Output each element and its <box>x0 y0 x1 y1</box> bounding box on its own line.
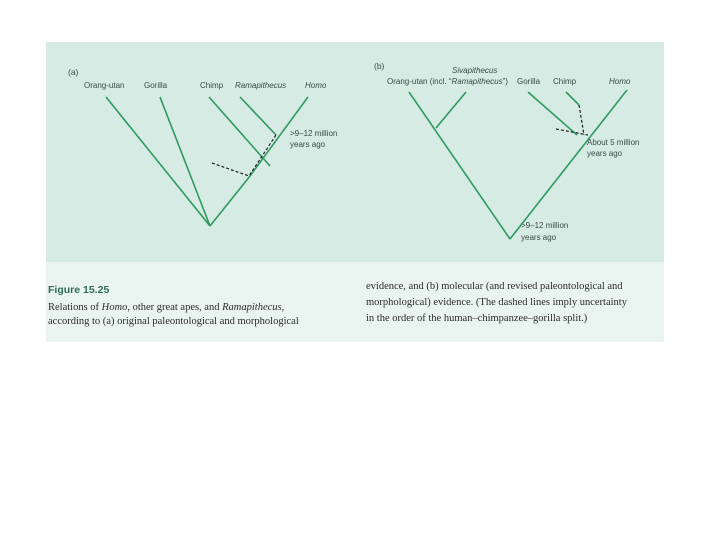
taxon-gorilla-a: Gorilla <box>144 81 168 90</box>
figure-caption <box>46 262 664 342</box>
taxon-gorilla-b: Gorilla <box>517 77 541 86</box>
caption-right-line-1: evidence, and (b) molecular (and revised paleontological and <box>366 281 623 292</box>
taxon-homo-b: Homo <box>609 77 631 86</box>
caption-text: Relations of <box>48 302 102 313</box>
caption-text: , <box>281 302 285 313</box>
branch-orangutan-b <box>409 92 510 239</box>
taxon-orangutan-a: Orang-utan <box>84 81 125 90</box>
taxon-sivapithecus-b: Sivapithecus <box>452 66 498 75</box>
phylogeny-trees <box>46 42 664 262</box>
date-note-a-2: years ago <box>290 140 326 149</box>
branch-gorilla-stem-a <box>210 176 250 226</box>
orangutan-label-ramapithecus: Ramapithecus <box>451 77 503 86</box>
panel-b-tag: (b) <box>374 61 385 71</box>
branch-chimp-a <box>209 97 270 166</box>
caption-text: , other great apes, and <box>127 302 223 313</box>
caption-right-line-2: morphological) evidence. (The dashed lines imply uncertainty <box>366 297 627 308</box>
caption-right-line-3: in the order of the human–chimpanzee–gorilla split.) <box>366 313 588 324</box>
branch-gorilla-a <box>160 97 210 226</box>
date-note-a-1: >9–12 million <box>290 129 338 138</box>
taxon-ramapithecus-a: Ramapithecus <box>235 81 287 90</box>
caption-left-line-2: according to (a) original paleontological and morphological <box>48 316 299 327</box>
figure-area <box>46 42 664 262</box>
panel-a-tag: (a) <box>68 67 79 77</box>
branch-chimp-b <box>566 92 579 105</box>
branch-homo-b <box>510 90 627 239</box>
orangutan-label-prefix: Orang-utan (incl. “ <box>387 77 452 86</box>
caption-ramapithecus: Ramapithecus <box>222 302 282 313</box>
branch-gorilla-b <box>528 92 577 135</box>
caption-homo: Homo <box>101 302 128 313</box>
taxon-chimp-a: Chimp <box>200 81 224 90</box>
orangutan-label-suffix: ”) <box>502 77 508 86</box>
taxon-chimp-b: Chimp <box>553 77 577 86</box>
about-note-b-2: years ago <box>587 149 623 158</box>
branch-sivapithecus-b <box>436 92 466 128</box>
tree-b <box>409 90 627 239</box>
taxon-orangutan-b <box>387 78 508 86</box>
branch-ramapithecus-a <box>240 97 276 135</box>
dashed-a <box>212 135 276 176</box>
about-note-b-1: About 5 million <box>587 138 640 147</box>
caption-left-line-1 <box>48 303 284 314</box>
date-note-b-2: years ago <box>521 233 557 242</box>
tree-a <box>106 97 308 226</box>
date-note-b-1: >9–12 million <box>521 221 569 230</box>
taxon-homo-a: Homo <box>305 81 327 90</box>
branch-orangutan-a <box>106 97 210 226</box>
caption-title: Figure 15.25 <box>48 284 110 296</box>
